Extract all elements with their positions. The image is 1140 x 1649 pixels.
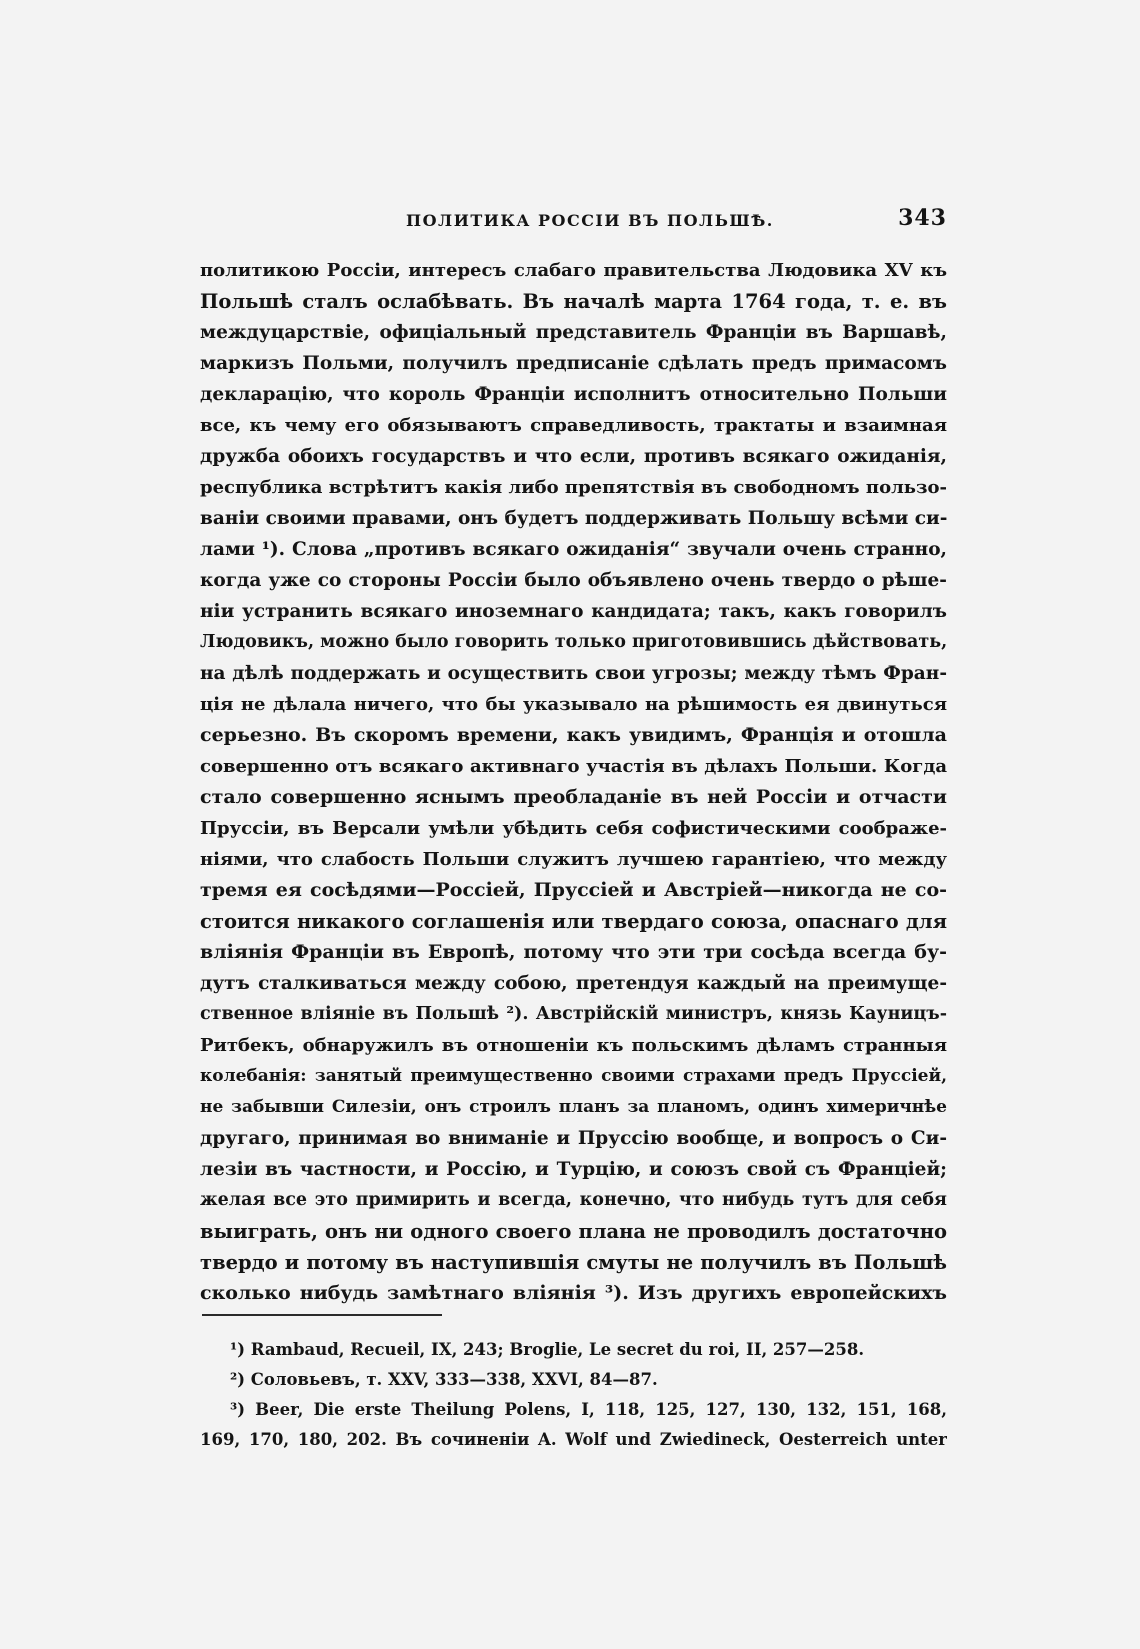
running-title: ПОЛИТИКА РОССІИ ВЪ ПОЛЬШѢ. — [406, 211, 774, 230]
text-line: другаго, принимая во вниманіе и Пруссію вообще, и вопросъ о Си- — [200, 1128, 947, 1149]
text-line: стоится никакого соглашенія или твердаго союза, опаснаго для — [200, 910, 947, 933]
text-line: стало совершенно яснымъ преобладаніе въ ней Россіи и отчасти — [200, 786, 947, 808]
text-line: дружба обоихъ государствъ и что если, противъ всякаго ожиданія, — [200, 446, 947, 467]
text-line: все, къ чему его обязываютъ справедливость, трактаты и взаимная — [200, 415, 947, 436]
text-line: ція не дѣлала ничего, что бы указывало на рѣшимость ея двинуться — [200, 694, 947, 715]
text-line: когда уже со стороны Россіи было объявлено очень твердо о рѣше- — [200, 570, 947, 591]
text-line: тремя ея сосѣдями—Россіей, Пруссіей и Австріей—никогда не со- — [200, 879, 947, 901]
text-line: Пруссіи, въ Версали умѣли убѣдить себя софистическими соображе- — [200, 818, 947, 839]
footnotes — [200, 1335, 947, 1455]
text-line: ственное вліяніе въ Польшѣ ²). Австрійскій министръ, князь Кауницъ- — [200, 1004, 947, 1024]
page-number: 343 — [898, 205, 947, 231]
text-line: декларацію, что король Франціи исполнитъ относительно Польши — [200, 384, 947, 405]
footnote-3-continued: 169, 170, 180, 202. Въ сочиненіи A. Wolf und Zwiedineck, Oesterreich unter — [200, 1430, 947, 1449]
text-line: лезіи въ частности, и Россію, и Турцію, и союзъ свой съ Франціей; — [200, 1159, 947, 1180]
text-line: республика встрѣтитъ какія либо препятствія въ свободномъ пользо- — [200, 477, 947, 498]
text-line: сколько нибудь замѣтнаго вліянія ³). Изъ другихъ европейскихъ — [200, 1282, 947, 1304]
text-line: Людовикъ, можно было говорить только приготовившись дѣйствовать, — [200, 632, 947, 652]
page-header — [200, 205, 947, 239]
text-line: на дѣлѣ поддержать и осуществить свои угрозы; между тѣмъ Фран- — [200, 663, 947, 684]
main-text — [200, 255, 947, 1309]
text-line: не забывши Силезіи, онъ строилъ планъ за планомъ, одинъ химеричнѣе — [200, 1097, 947, 1117]
text-line: дутъ сталкиваться между собою, претендуя каждый на преимуще- — [200, 973, 947, 994]
footnote-separator — [202, 1314, 442, 1316]
text-line: серьезно. Въ скоромъ времени, какъ увидимъ, Франція и отошла — [200, 724, 947, 746]
text-line: ніями, что слабость Польши служитъ лучшею гарантіею, что между — [200, 849, 947, 870]
text-line: политикою Россіи, интересъ слабаго правительства Людовика XV къ — [200, 260, 947, 281]
text-line: ніи устранить всякаго иноземнаго кандидата; такъ, какъ говорилъ — [200, 601, 947, 622]
text-line: Польшѣ сталъ ослабѣвать. Въ началѣ марта 1764 года, т. е. въ — [200, 290, 947, 313]
text-line: твердо и потому въ наступившія смуты не получилъ въ Польшѣ — [200, 1251, 947, 1274]
text-line: выиграть, онъ ни одного своего плана не проводилъ достаточно — [200, 1220, 947, 1243]
text-line: совершенно отъ всякаго активнаго участія въ дѣлахъ Польши. Когда — [200, 756, 947, 777]
text-line: желая все это примирить и всегда, конечно, что нибудь тутъ для себя — [200, 1190, 947, 1210]
footnote-3: ³) Beer, Die erste Theilung Polens, I, 118, 125, 127, 130, 132, 151, 168, — [230, 1400, 947, 1419]
text-line: колебанія: занятый преимущественно своими страхами предъ Пруссіей, — [200, 1066, 947, 1086]
footnote-2: ²) Соловьевъ, т. XXV, 333—338, XXVI, 84—87. — [230, 1370, 658, 1389]
text-line: Ритбекъ, обнаружилъ въ отношеніи къ польскимъ дѣламъ странныя — [200, 1035, 947, 1056]
text-line: лами ¹). Слова „противъ всякаго ожиданія“ звучали очень странно, — [200, 539, 947, 560]
text-line: междуцарствіе, офиціальный представитель Франціи въ Варшавѣ, — [200, 322, 947, 343]
text-line: ваніи своими правами, онъ будетъ поддерживать Польшу всѣми си- — [200, 508, 947, 529]
text-line: маркизъ Польми, получилъ предписаніе сдѣлать предъ примасомъ — [200, 353, 947, 374]
footnote-1: ¹) Rambaud, Recueil, IX, 243; Broglie, Le secret du roi, II, 257—258. — [230, 1340, 865, 1359]
text-line: вліянія Франціи въ Европѣ, потому что эти три сосѣда всегда бу- — [200, 941, 947, 963]
